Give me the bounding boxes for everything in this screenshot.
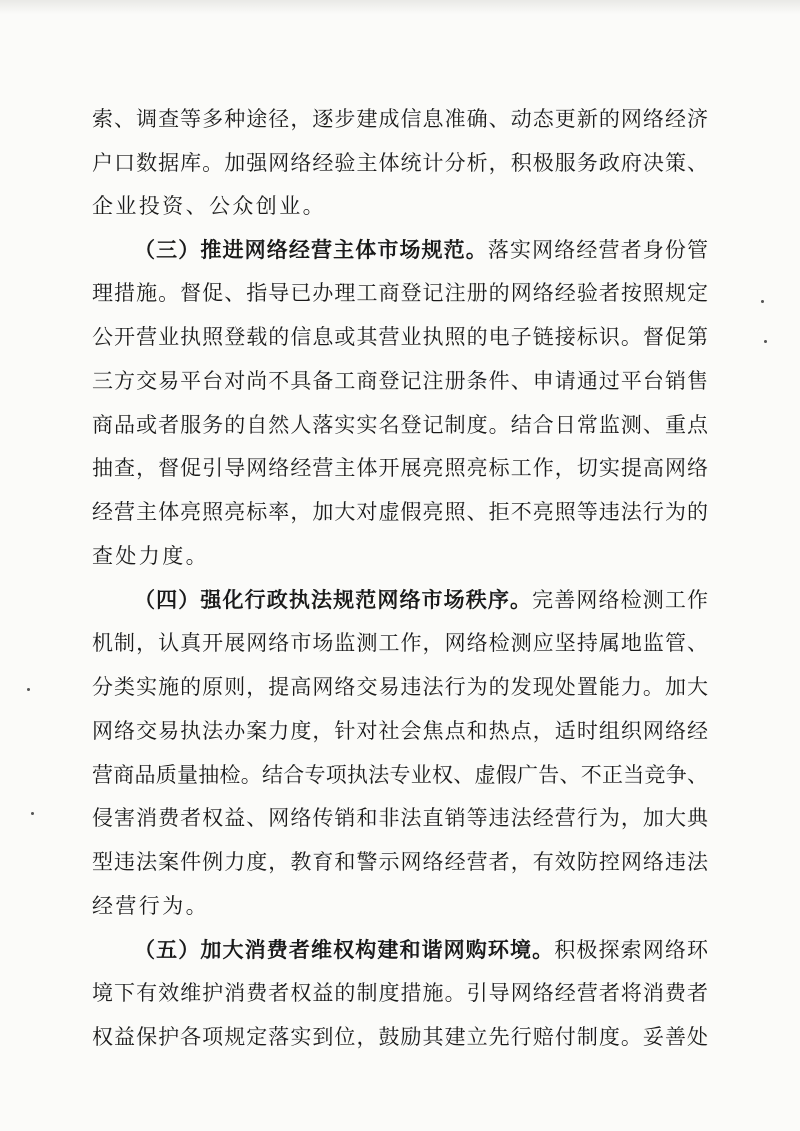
- heading-line-3: [134, 237, 708, 263]
- text-line: 经营主体亮照亮标率，加大对虚假亮照、拒不亮照等违法行为的: [92, 500, 708, 524]
- text-line: 理措施。督促、指导已办理工商登记注册的网络经验者按照规定: [92, 281, 708, 305]
- scan-speck: [27, 688, 30, 691]
- text-line: 经营行为。: [92, 894, 209, 918]
- text-line: 商品或者服务的自然人落实实名登记制度。结合日常监测、重点: [92, 413, 708, 437]
- heading-continuation: 积极探索网络环: [554, 938, 708, 962]
- text-line: 网络交易执法办案力度，针对社会焦点和热点，适时组织网络经: [92, 719, 708, 743]
- text-line: 查处力度。: [92, 544, 209, 568]
- text-line: 机制，认真开展网络市场监测工作，网络检测应坚持属地监管、: [92, 631, 708, 655]
- section-heading-5: （五）加大消费者维权构建和谐网购环境。: [134, 937, 555, 962]
- heading-line-4: [134, 587, 708, 613]
- text-line: 公开营业执照登载的信息或其营业执照的电子链接标识。督促第: [92, 325, 708, 349]
- text-line: 户口数据库。加强网络经验主体统计分析，积极服务政府决策、: [92, 151, 708, 175]
- section-heading-4: （四）强化行政执法规范网络市场秩序。: [134, 587, 533, 612]
- text-line: 权益保护各项规定落实到位，鼓励其建立先行赔付制度。妥善处: [92, 1025, 708, 1049]
- text-line: 营商品质量抽检。结合专项执法专业权、虚假广告、不正当竞争、: [92, 763, 708, 787]
- text-line: 企业投资、公众创业。: [92, 194, 326, 218]
- text-line: 境下有效维护消费者权益的制度措施。引导网络经营者将消费者: [92, 981, 708, 1005]
- heading-continuation: 落实网络经营者身份管: [487, 238, 708, 262]
- text-line: 型违法案件例力度，教育和警示网络经营者，有效防控网络违法: [92, 850, 708, 874]
- text-line: 索、调查等多种途径，逐步建成信息准确、动态更新的网络经济: [92, 107, 708, 131]
- text-line: 三方交易平台对尚不具备工商登记注册条件、申请通过平台销售: [92, 369, 708, 393]
- scan-speck: [764, 340, 767, 343]
- section-heading-3: （三）推进网络经营主体市场规范。: [134, 237, 488, 262]
- text-line: 分类实施的原则，提高网络交易违法行为的发现处置能力。加大: [92, 675, 708, 699]
- scan-top-edge: [0, 0, 800, 14]
- heading-continuation: 完善网络检测工作: [532, 588, 708, 612]
- text-line: 侵害消费者权益、网络传销和非法直销等违法经营行为，加大典: [92, 806, 708, 830]
- scan-speck: [761, 300, 764, 303]
- heading-line-5: [134, 937, 708, 963]
- text-line: 抽查，督促引导网络经营主体开展亮照亮标工作，切实提高网络: [92, 456, 708, 480]
- scan-speck: [31, 812, 34, 815]
